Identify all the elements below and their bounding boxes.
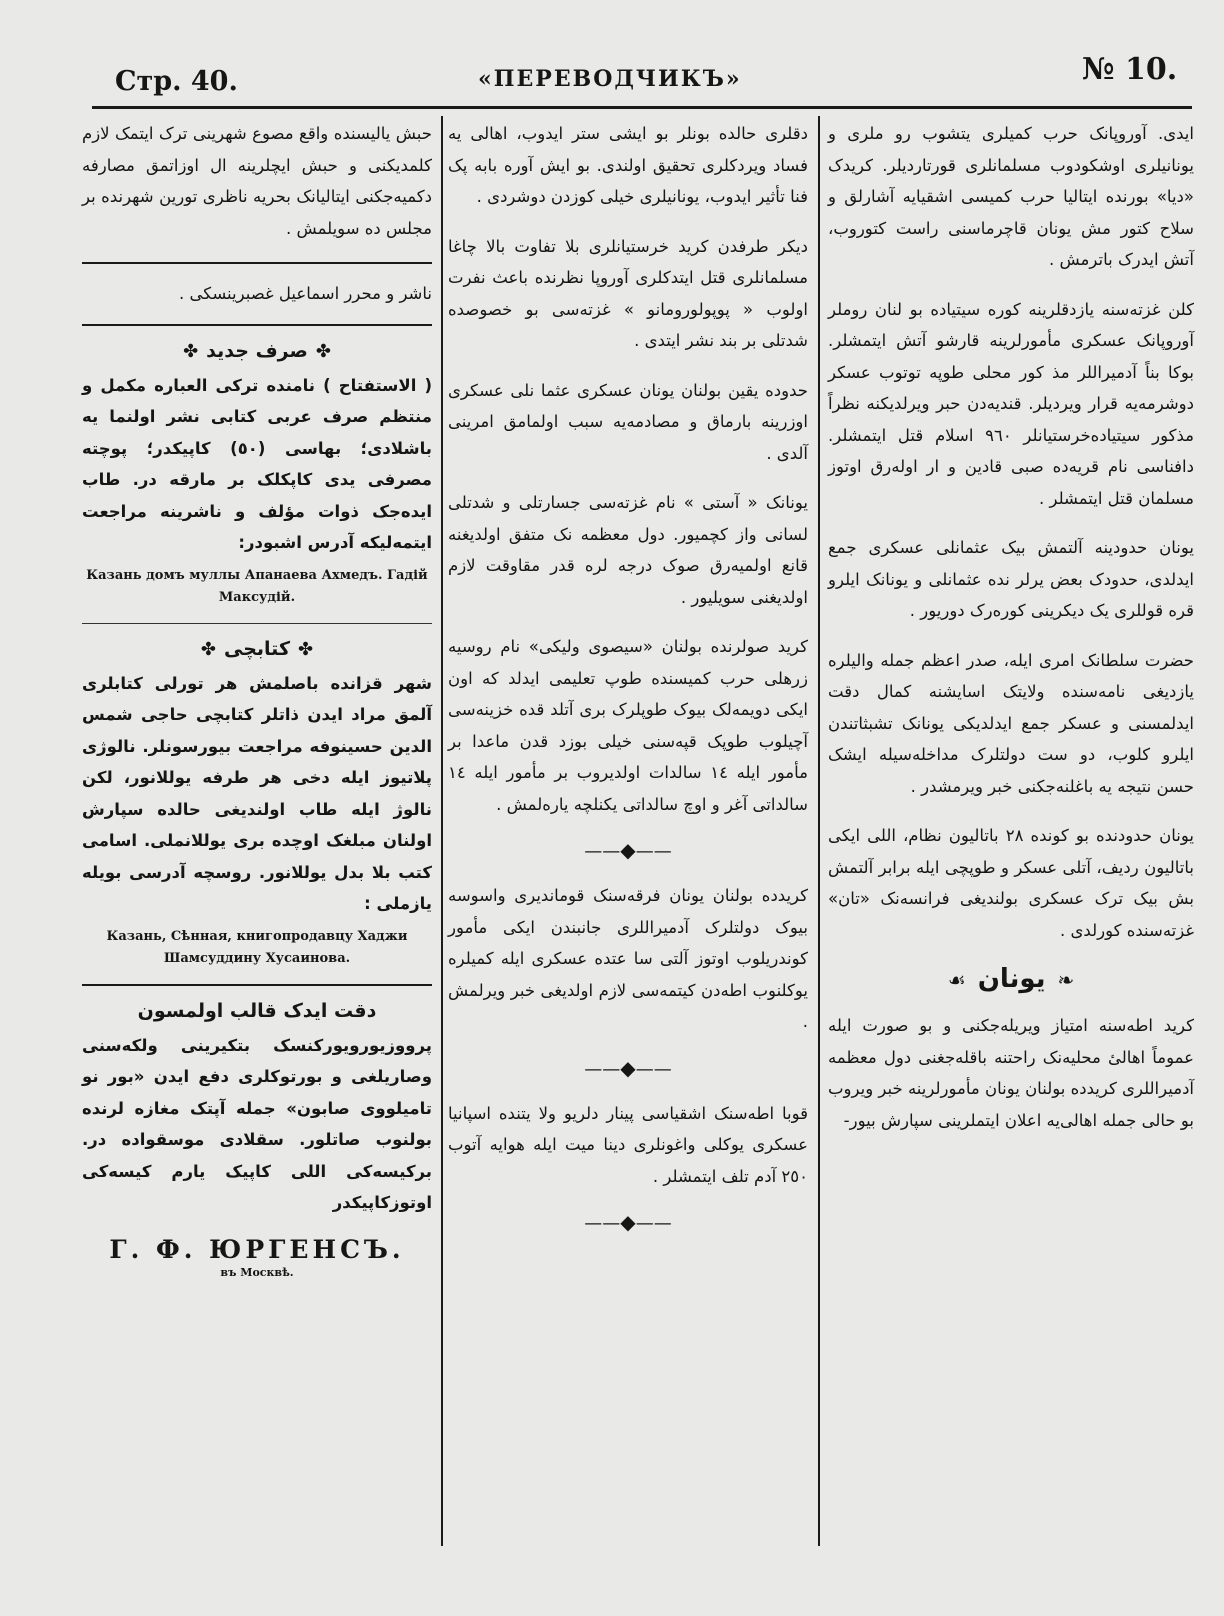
article-paragraph: یونان حدودنده بو کونده ٢٨ باتالیون نظام، اللی ایکی باتالیون ردیف، آتلی عسکر و طوپچی ایله برابر آلتمش بش بیک ترک عسکری بولندیغی فرانسه‌نک «تان» غزته‌سنده کورلدی . xyxy=(828,826,1194,940)
ornament-icon: ☙ xyxy=(947,968,966,992)
ad-title-text: کتابچی xyxy=(224,637,290,660)
ad-title-sarf-jadid xyxy=(82,340,432,362)
ad-title-kitabchi xyxy=(82,638,432,660)
ad-company-name: Г. Ф. ЮРГЕНСЪ. xyxy=(109,1234,405,1264)
diamond-icon: ◆ xyxy=(620,1055,636,1080)
article-paragraph: کلن غزته‌سنه یازدقلرینه کوره سیتیاده بو لنان روملر آوروپانک عسکری مأمورلرینه قارشو آتش ایتمشلر. بوکا بناً آدمیراللر مذ کور محلی طوپه توتوب عسکر دوشرمه‌یه قرار ویردیلر. قندیه‌دن حبر ویرلدیکنه نظراً مذکور سیتیاده‌خرستیانلر ٩٦٠ اسلام قتل ایتمشلر. دافناسی نام قریه‌ده صبی قادین و ار اوله‌رق اوتوز مسلمان قتل ایتمشلر . xyxy=(828,299,1194,508)
article-paragraph: ایدی. آوروپانک حرب کمیلری یتشوب رو ملری و یونانیلری اوشکودوب مسلمانلری قورتاردیلر. کریدک «دیا» بورنده ایتالیا حرب کمیسی اشقیایه آشارلق و سلاح کتور مش یونان قاچرماسنی راست کتوروب، آتش ایدرک باترمش . xyxy=(828,124,1194,269)
left-column xyxy=(82,118,432,1279)
ad-address-ru: Казань, Сѣнная, книгопродавцу Хаджи Шамсуддину Хусаинова. xyxy=(106,928,408,966)
article-paragraph: کریدده بولنان یونان فرقه‌سنک قوماندیری واسوسه بیوک دولتلرک آدمیراللری جانبندن ایکی مأمور کوندریلوب اوتوز آلتی سا عتده عسکری ایله کمیلره یوکلنوب اطه‌دن کیتمه‌سی لازم اولدیغی خبر ویرلمش . xyxy=(448,886,808,1031)
ornament-icon: ✤ xyxy=(200,638,216,660)
divider xyxy=(82,623,432,624)
ad-company-city: въ Москвѣ. xyxy=(220,1265,294,1279)
column-divider-right xyxy=(818,116,820,1546)
divider xyxy=(82,984,432,986)
article-paragraph: کرید اطه‌سنه امتیاز ویریله‌جکنی و بو صورت ایله عموماً اهالیٔ محلیه‌نک راحتنه باقله‌جغنی دول معظمه آدمیراللری کریدده بولنان یونان مأمورلرینه خبر ویروب بو حالی جمله اهالی‌یه اعلان ایتملرینی سپارش بیور- xyxy=(828,1016,1194,1130)
section-heading-text: یونان xyxy=(977,964,1046,994)
ad-body: ( الاستفتاح ) نامنده ترکی العباره مکمل و منتظم صرف عربی کتابی نشر اولنما یه باشلادی؛ بهاسی (٥٠) کاپیکدر؛ پوچته مصرفی یدی کاپکلک بر مارقه در. طاب ایده‌جک ذوات مؤلف و ناشرینه مراجعت ایتمه‌لیکه آدرس اشبودر: xyxy=(82,375,432,552)
ornament-icon: ✤ xyxy=(315,340,331,362)
right-column xyxy=(828,118,1194,1154)
article-paragraph: یونان حدودینه آلتمش بیک عثمانلی عسکری جمع ایدلدی، حدودک بعض یرلر نده عثمانلی و یونانک ایلرو قره قوللری یک دیکرینی کوره‌رک دوریور . xyxy=(828,538,1194,620)
diamond-icon: ◆ xyxy=(620,838,636,862)
column-divider-left xyxy=(441,116,443,1546)
article-paragraph: یونانک « آستی » نام غزته‌سی جسارتلی و شدتلی لسانی واز کچمیور. دول معظمه‌ نک متفق اولدیغنه قانع اولمیه‌رق صوک درجه لره قدر مقاوقت لازم اولدیغنی سویلیور . xyxy=(448,493,808,607)
ornament-icon: ✤ xyxy=(183,340,199,362)
divider xyxy=(82,262,432,264)
ad-title-text: صرف جدید xyxy=(206,339,308,362)
article-paragraph: کرید صولرنده بولنان «سیصوی ولیکی» نام روسیه زرهلی حرب کمیسنده طوپ تعلیمی ایدلد که اون ایکی دویمه‌لک بیوک طوپلرک بری آتلد قده خزینه‌سی آچیلوب طوپک قپه‌سنی خیلی بوزد قدن ماعدا بر مأمور ایله ١٤ سالدات اولدیروب بر مأمور ایله ١٤ سالداتی آغر و اوچ سالداتی یکنلچه یاره‌لمش . xyxy=(448,637,808,814)
ornament-icon: ❧ xyxy=(1057,968,1075,992)
ad-body: پرووزیورویورکنسک بتکیرینی ولکه‌سنی وصاریلغی و بورتوکلری دفع ایدن «بور نو تامیلووی صابون» جمله آپتک مغازه لرنده بولنوب صاتلور. سقلادی موسقواده در. برکیسه‌کی اللی کاپیک یارم کیسه‌کی اوتوزکاپیکدر xyxy=(82,1035,432,1212)
article-paragraph: دقلری حالده بونلر بو ایشی ستر ایدوب، اهالی یه فساد ویردکلری تحقیق اولندی. بو ایش آوره بابه پک فنا تأثیر ایدوب، یونانیلری خیلی کوزدن دوشردی . xyxy=(448,124,808,206)
article-paragraph: قوبا اطه‌سنک اشقیاسی پینار دلریو ولا یتنده اسپانیا عسکری یوکلی واغونلری دینا میت ایله هوایه آتوب ٢٥٠ آدم تلف ایتمشلر . xyxy=(448,1103,808,1186)
article-paragraph: دیکر طرفدن کرید خرستیانلری بلا تفاوت بالا چاغا مسلمانلری قتل ایتدکلری آوروپا نظرنده باعث نفرت اولوب « پوپولورومانو » غزته‌سی بو خصوصده شدتلی بر بند نشر ایتدی . xyxy=(448,236,808,350)
publisher-line: ناشر و محرر اسماعیل غصبرینسکی . xyxy=(178,284,432,303)
page-number: Стр. 40. xyxy=(115,66,238,97)
divider xyxy=(82,324,432,326)
section-separator: ——◆—— xyxy=(584,1210,672,1234)
ad-title-soap: دقت ایدک قالب اولمسون xyxy=(137,999,377,1022)
ad-body: شهر قزانده باصلمش هر تورلی کتابلری آلمق مراد ایدن ذاتلر کتابچی حاجی شمس الدین حسینوفه مراجعت بیورسونلر. نالوژی پلاتیوز ایله دخی هر طرفه یوللانور، لکن نالوژ ایله طاب اولندیغی حالده سپارش اولنان مبلغک اوچده بری یوللانملی. اسامی کتب بلا بدل یوللانور. روسچه آدرسی بویله یازملی : xyxy=(82,673,432,913)
article-paragraph: حدوده یقین بولنان یونان عسکری عثما نلی عسکری اوزرینه بارماق و مصادمه‌یه سبب اولمامق امرینی آلدی . xyxy=(448,380,808,463)
article-paragraph: حبش یالیسنده واقع مصوع شهرینی ترک ایتمک لازم کلمدیکنی و حبش ایچلرینه ال اوزاتمق مصارفه دکمیه‌جکنی ایتالیانک بحریه ناظری تورین شهرنده بر مجلس ده سویلمش . xyxy=(82,124,432,238)
article-paragraph: حضرت سلطانک امری ایله، صدر اعظم جمله والیلره یازدیغی نامه‌سنده ولایتک اسایشنه کمال دقت ایدلمسنی و عسکر جمع ایدلدیکی یونانک تشبثاتندن ایلرو کلوب، دو ست دولتلرک مداخله‌سیله ایشک حسن نتیجه‌ یه باغلنه‌جکنی خبر ویرمشدر . xyxy=(828,650,1194,796)
newspaper-title: «ПЕРЕВОДЧИКЪ» xyxy=(478,66,742,92)
middle-column xyxy=(448,118,808,1252)
section-heading-yunan xyxy=(828,964,1194,994)
header-rule xyxy=(92,106,1192,109)
section-separator: ——◆—— xyxy=(584,1055,672,1080)
ad-address-ru: Казань домъ муллы Апанаева Ахмедъ. Гадій Максудій. xyxy=(86,567,428,605)
ornament-icon: ✤ xyxy=(298,638,314,660)
issue-number: № 10. xyxy=(1082,52,1178,87)
diamond-icon: ◆ xyxy=(620,1210,636,1234)
section-separator: ——◆—— xyxy=(584,838,672,862)
